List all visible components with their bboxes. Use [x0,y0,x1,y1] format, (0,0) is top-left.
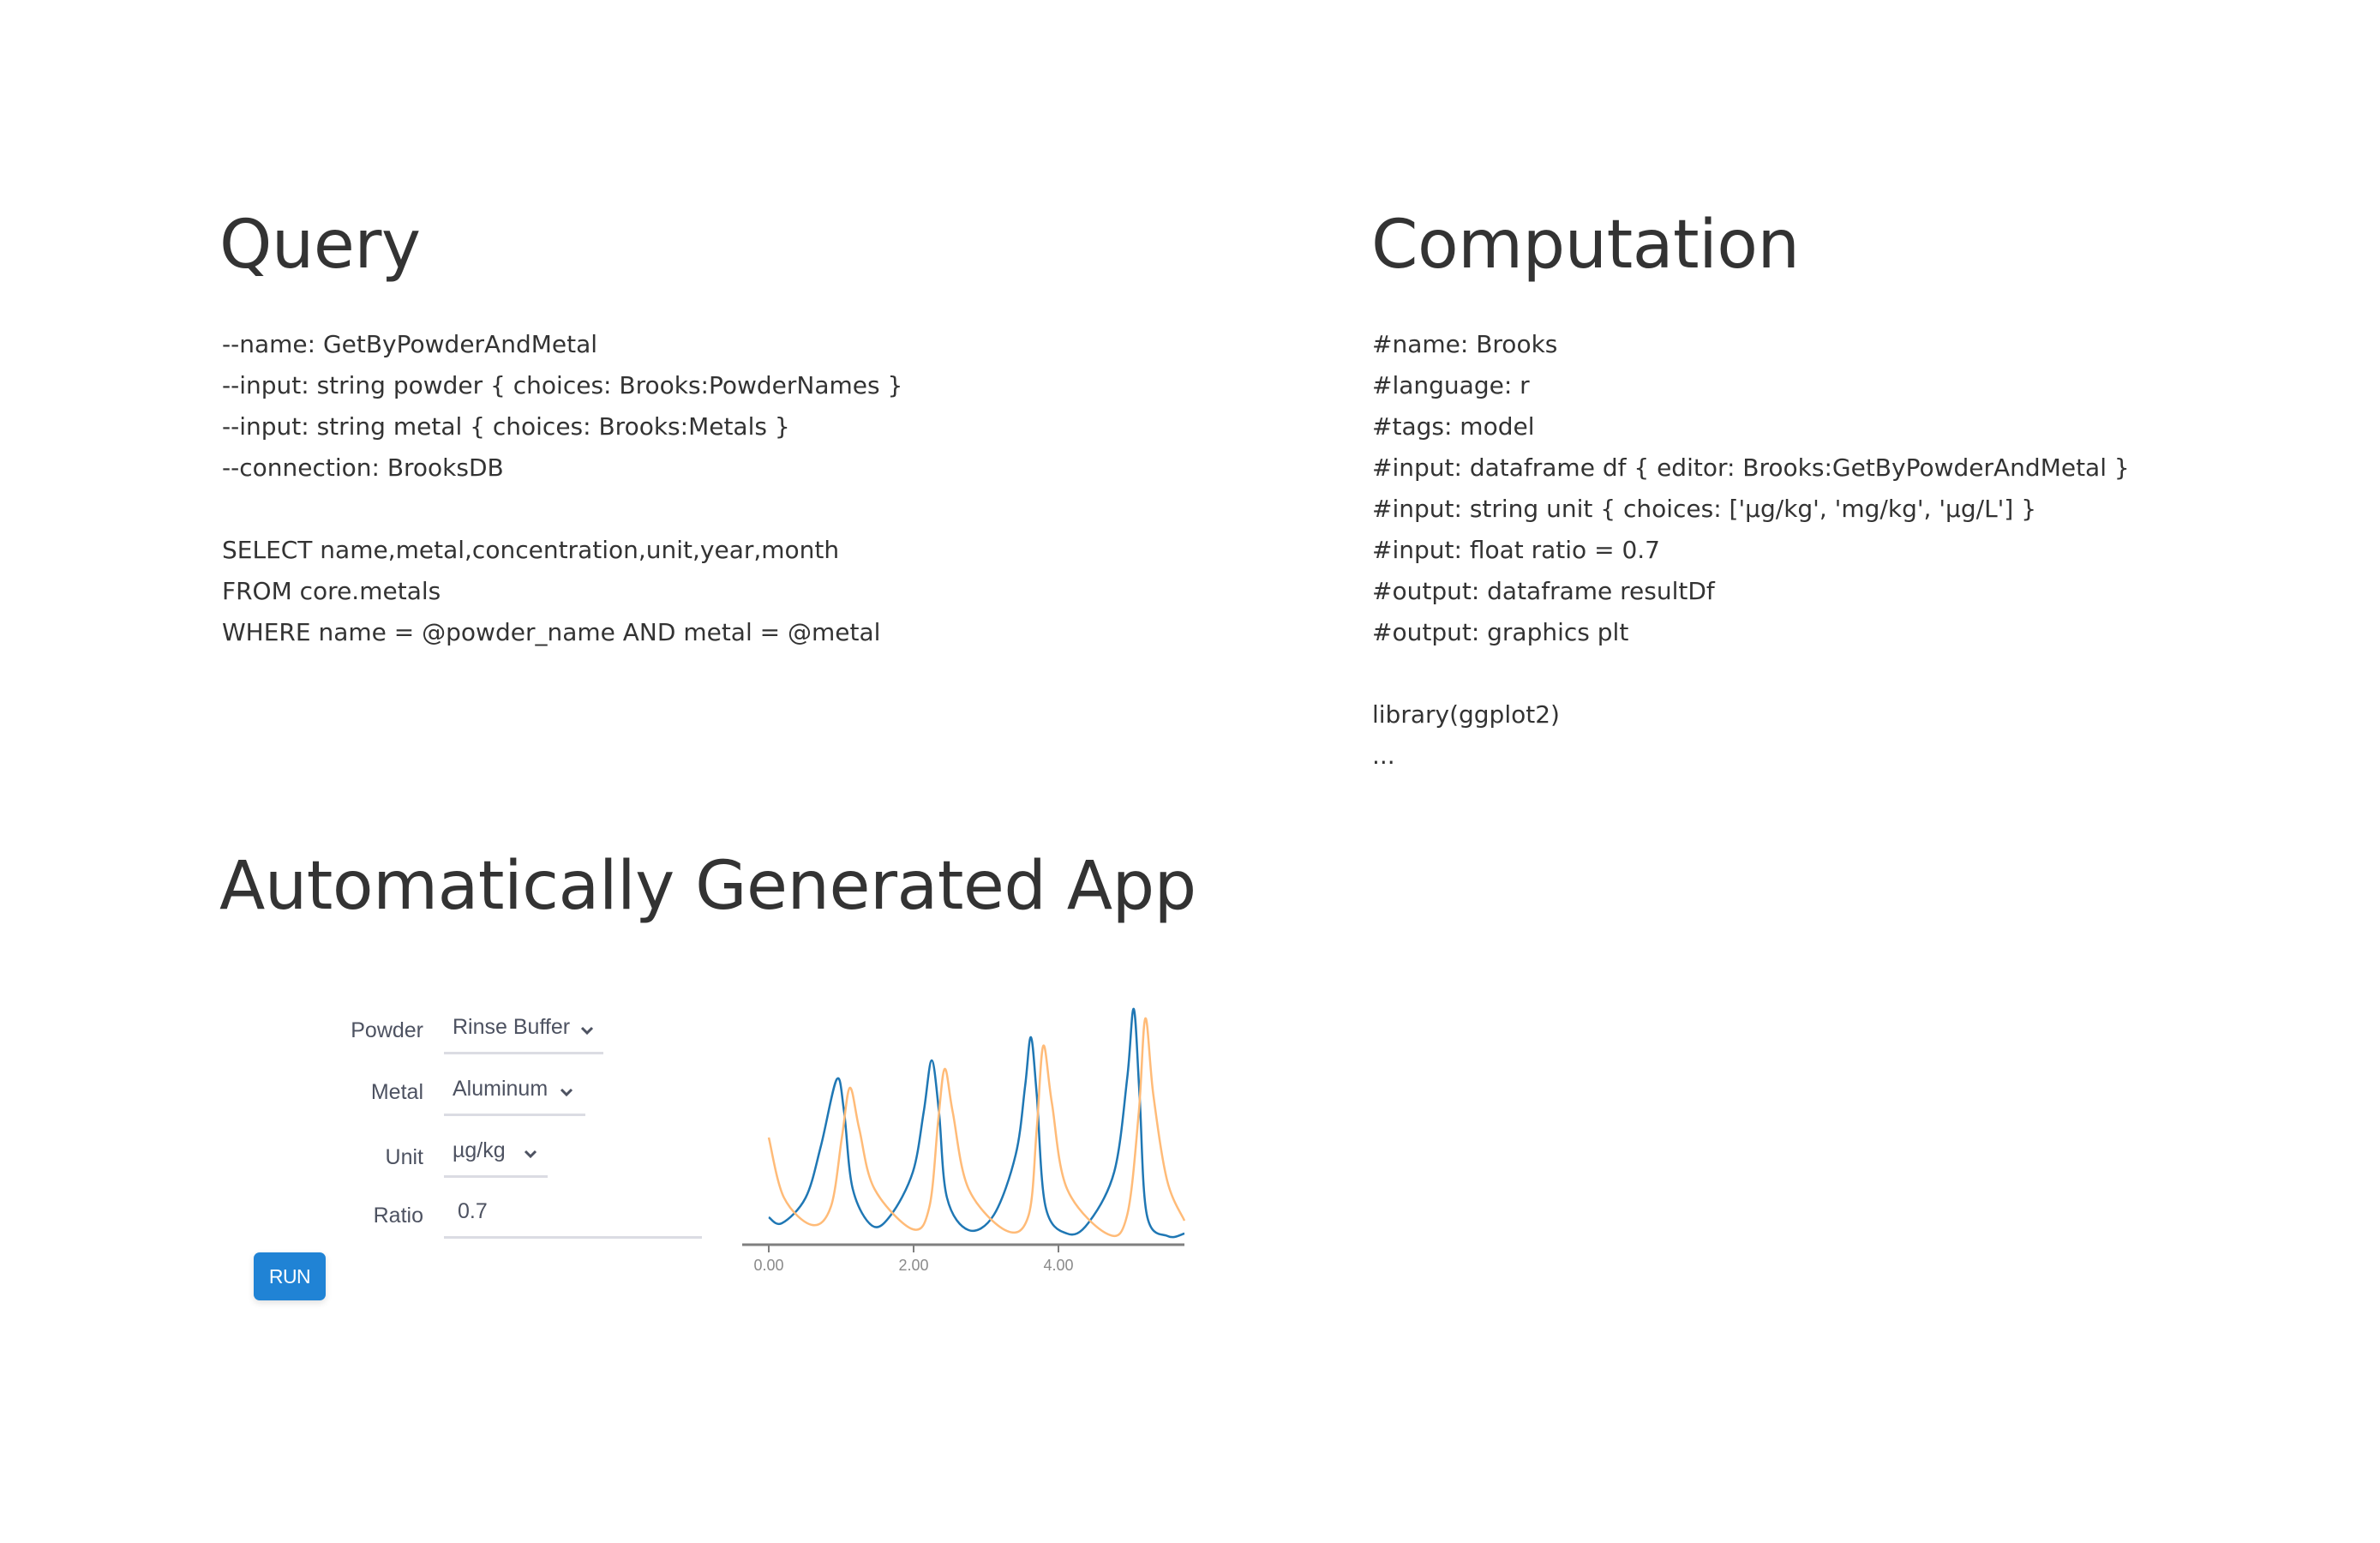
x-tick-label: 0.00 [753,1257,784,1274]
powder-select-value: Rinse Buffer [453,1015,571,1039]
x-tick-label: 4.00 [1043,1257,1074,1274]
code-line: WHERE name = @powder_name AND metal = @metal [222,618,881,646]
query-heading: Query [219,207,421,284]
code-line: #tags: model [1372,412,1535,441]
code-line: --name: GetByPowderAndMetal [222,330,598,358]
code-line: #output: dataframe resultDf [1372,577,1715,605]
code-line: --input: string powder { choices: Brooks:PowderNames } [222,371,903,399]
code-line: #input: float ratio = 0.7 [1372,536,1660,564]
code-line: #input: dataframe df { editor: Brooks:GetByPowderAndMetal } [1372,453,2130,482]
unit-select-value: µg/kg [453,1138,506,1162]
unit-label: Unit [385,1145,423,1169]
code-line: --input: string metal { choices: Brooks:Metals } [222,412,790,441]
app-heading: Automatically Generated App [219,848,1196,925]
ratio-label: Ratio [373,1204,423,1228]
code-line: #language: r [1372,371,1530,399]
code-line: library(ggplot2) [1372,700,1560,729]
metal-label: Metal [370,1080,423,1104]
code-line: #output: graphics plt [1372,618,1629,646]
metal-select-value: Aluminum [453,1077,549,1101]
chart-series [769,1009,1184,1237]
run-button[interactable]: RUN [254,1252,326,1300]
x-tick-label: 2.00 [898,1257,929,1274]
ratio-input-value: 0.7 [458,1199,488,1223]
code-line: --connection: BrooksDB [222,453,504,482]
code-line: #input: string unit { choices: ['µg/kg', 'mg/kg', 'µg/L'] } [1372,495,2037,523]
x-axis-ticks [753,1245,1073,1274]
code-line: SELECT name,metal,concentration,unit,year,month [222,536,840,564]
powder-label: Powder [351,1018,423,1042]
code-line: FROM core.metals [222,577,441,605]
code-line: ... [1372,741,1395,770]
computation-heading: Computation [1371,207,1800,284]
code-line: #name: Brooks [1372,330,1558,358]
